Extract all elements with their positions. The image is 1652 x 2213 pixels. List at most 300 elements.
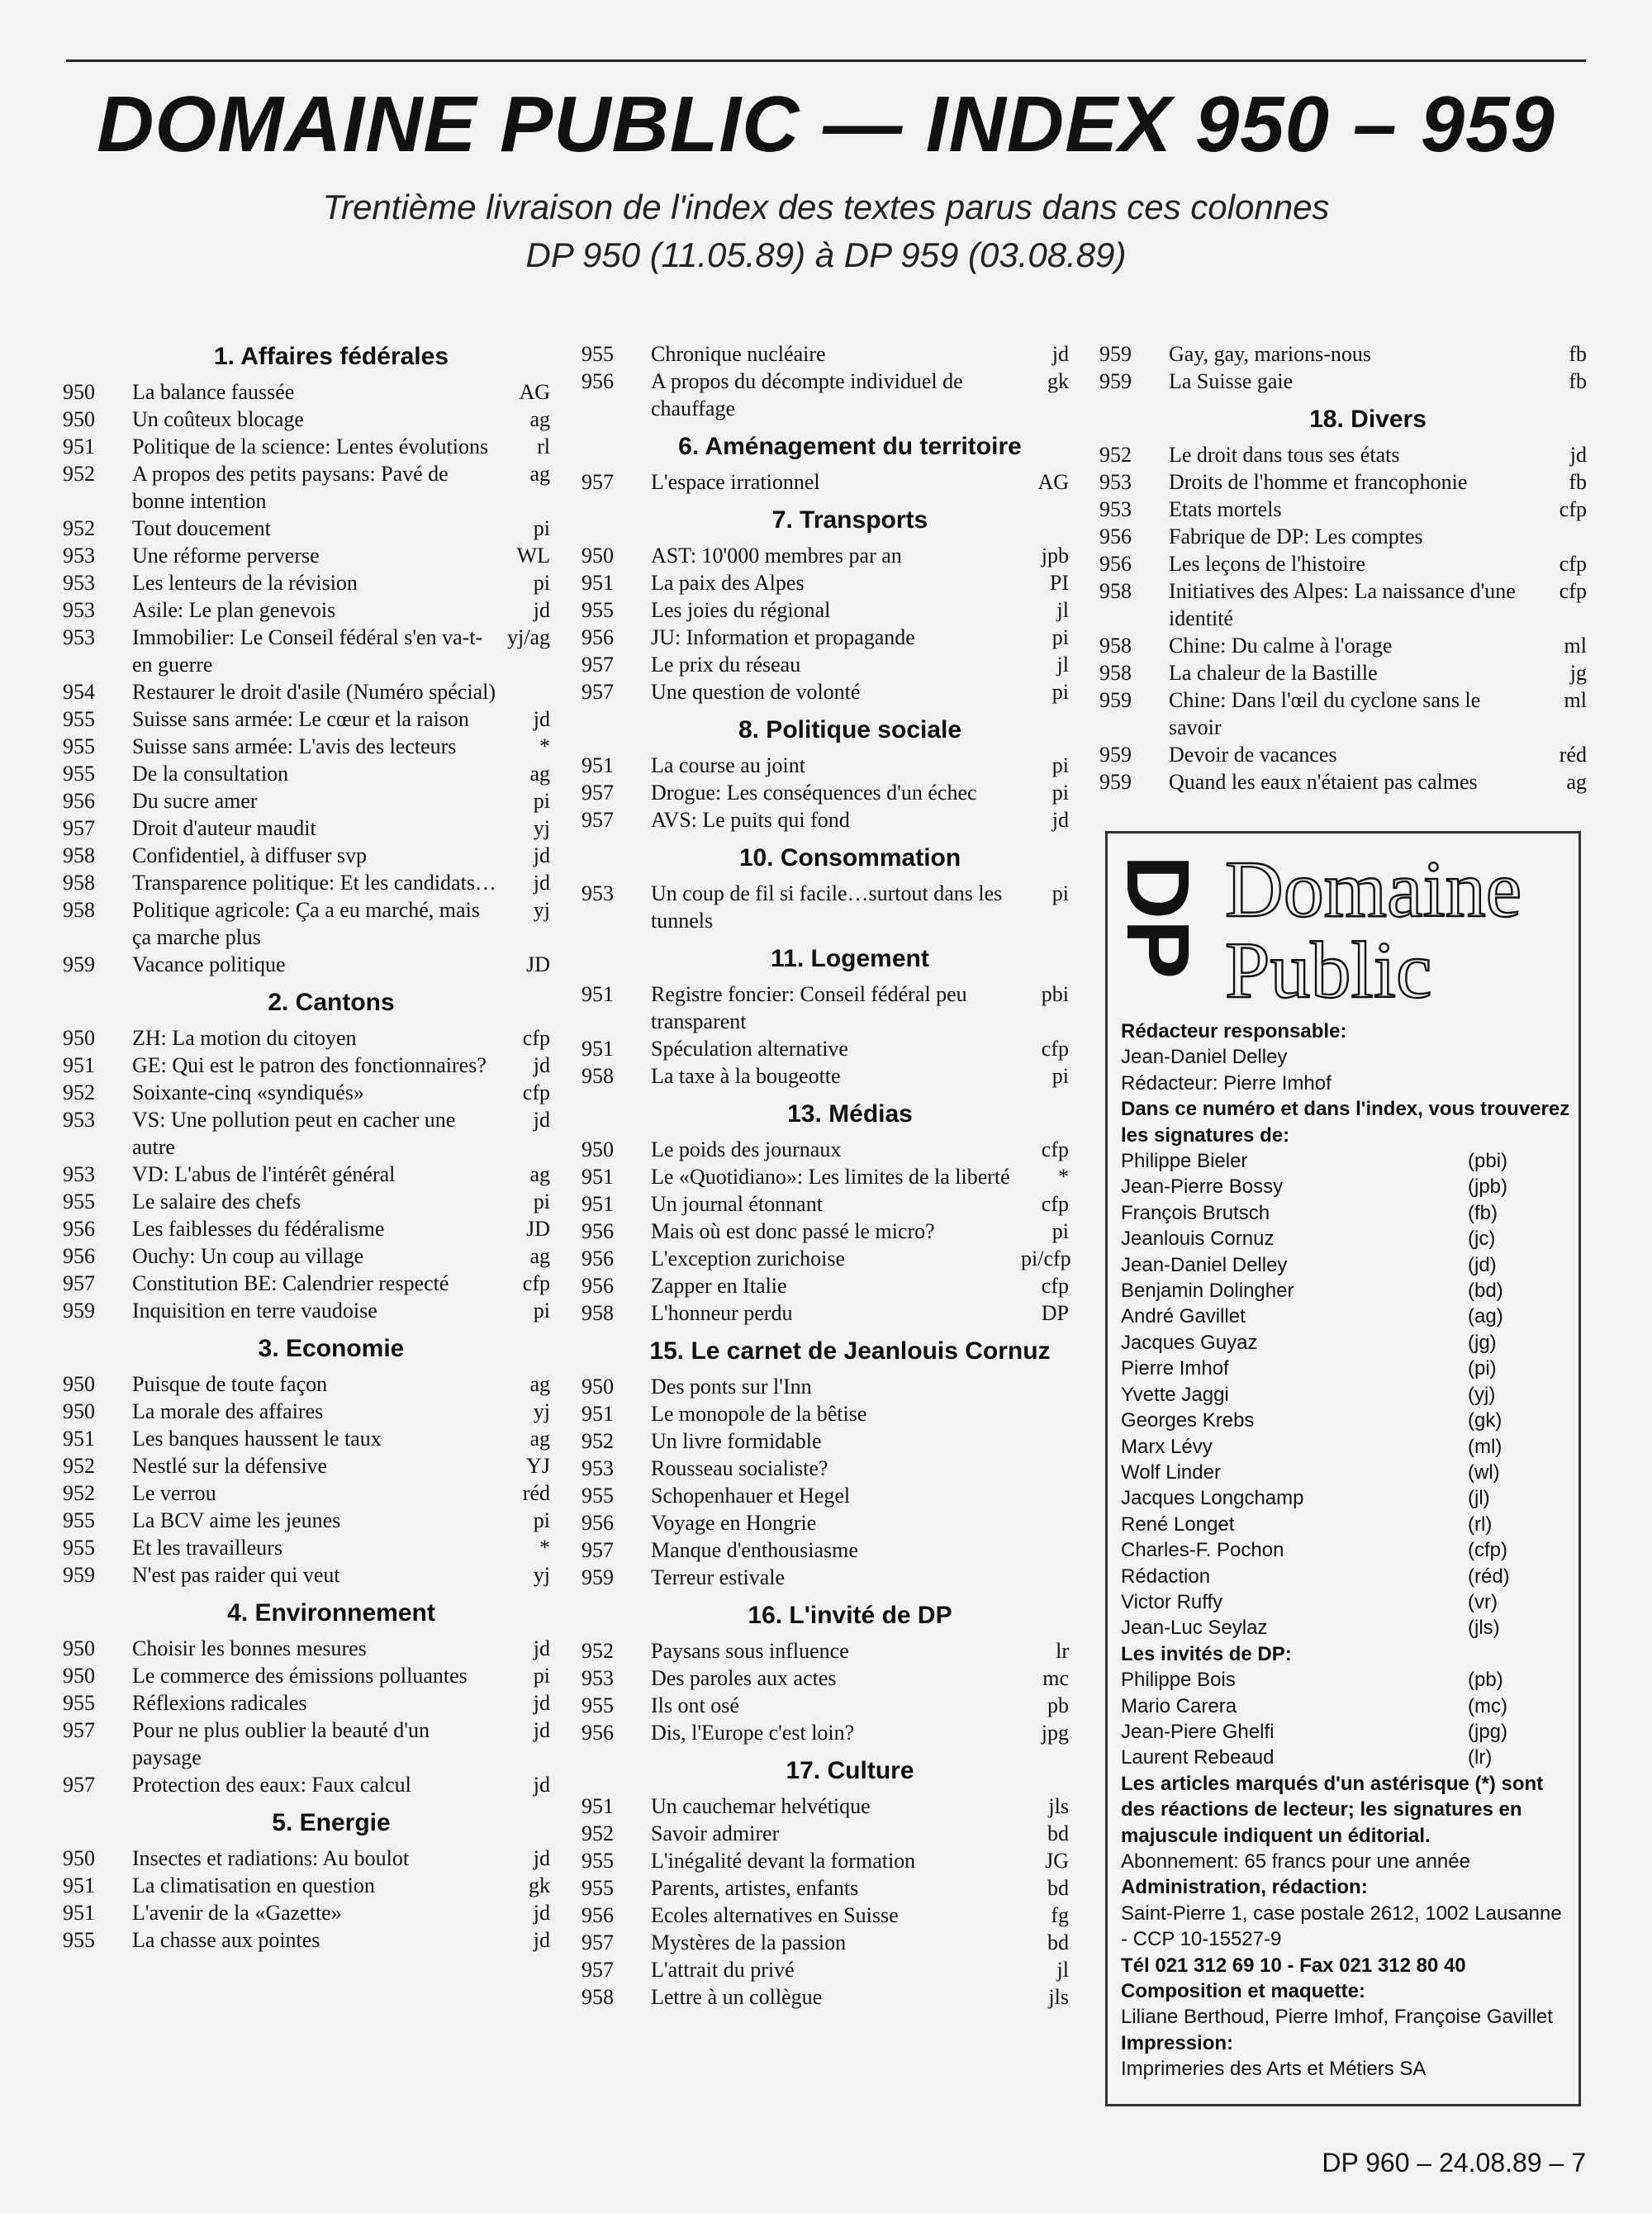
article-title: VD: L'abus de l'intérêt général	[132, 1162, 396, 1186]
issue-number: 955	[582, 342, 614, 366]
contributor-name: Yvette Jaggi	[1121, 1383, 1229, 1406]
article-title: Vacance politique	[132, 952, 286, 976]
signature-row	[1121, 1226, 1574, 1251]
article-title: A propos des petits paysans: Pavé de bonne intention	[132, 462, 449, 513]
issue-number: 956	[63, 789, 95, 813]
article-title: Savoir admirer	[651, 1821, 780, 1845]
issue-number: 959	[63, 952, 95, 976]
contributor-name: Jean-Daniel Delley	[1121, 1253, 1288, 1276]
author-signature: cfp	[1041, 1137, 1069, 1161]
issue-number: 955	[63, 707, 95, 731]
article-title: Insectes et radiations: Au boulot	[132, 1846, 410, 1870]
author-signature: jls	[1048, 1985, 1069, 2009]
contributor-code: (bd)	[1468, 1280, 1503, 1303]
article-title: JU: Information et propagande	[651, 625, 915, 649]
contributor-name: Victor Ruffy	[1121, 1590, 1223, 1613]
author-signature: cfp	[1559, 497, 1587, 521]
author-signature: bd	[1047, 1930, 1069, 1954]
article-title: Une réforme perverse	[132, 544, 320, 567]
contributor-name: Philippe Bieler	[1121, 1150, 1248, 1173]
index-entry	[1099, 468, 1587, 496]
issue-number: 957	[63, 1271, 95, 1295]
author-signature: réd	[1559, 743, 1587, 767]
index-entry	[1099, 496, 1587, 523]
issue-number: 951	[582, 1192, 614, 1216]
article-title: Soixante-cinq «syndiqués»	[132, 1080, 364, 1104]
masthead-line: Composition et maquette:	[1121, 1980, 1366, 2003]
logo-dp-letters: DP	[1108, 855, 1208, 980]
issue-number: 953	[63, 625, 95, 649]
author-signature	[1021, 1455, 1069, 1482]
author-signature: yj	[533, 1563, 550, 1587]
article-title: Une question de volonté	[651, 680, 861, 704]
contributor-code: (wl)	[1468, 1460, 1500, 1484]
signature-row	[1121, 1745, 1574, 1770]
issue-number: 956	[63, 1244, 95, 1268]
index-entry	[63, 1717, 550, 1771]
author-signature: ml	[1564, 634, 1587, 658]
masthead-text	[1121, 1019, 1574, 2082]
issue-number: 952	[63, 516, 95, 540]
issue-number: 957	[63, 1773, 95, 1797]
author-signature: *	[539, 734, 550, 758]
article-title: Choisir les bonnes mesures	[132, 1636, 367, 1660]
index-entry	[63, 569, 550, 596]
issue-number: 951	[63, 1873, 95, 1897]
author-signature: rl	[537, 435, 550, 458]
article-title: Voyage en Hongrie	[651, 1511, 817, 1535]
domaine-public-logo	[1108, 845, 1572, 1015]
index-entry	[63, 1398, 550, 1425]
author-signature: jd	[533, 1691, 550, 1715]
contributor-code: (réd)	[1468, 1565, 1510, 1588]
author-signature: ag	[529, 1162, 550, 1186]
issue-number: 958	[63, 871, 95, 895]
author-signature: jd	[533, 707, 550, 731]
masthead-line: Saint-Pierre 1, case postale 2612, 1002 Lausanne - CCP 10-15527-9	[1121, 1902, 1562, 1951]
article-title: La BCV aime les jeunes	[132, 1508, 341, 1532]
contributor-code: (fb)	[1468, 1201, 1498, 1224]
author-signature: jd	[533, 1846, 550, 1870]
index-entry	[582, 1874, 1069, 1902]
index-entry	[582, 1190, 1069, 1218]
issue-number: 959	[582, 1565, 614, 1589]
issue-number: 956	[582, 1274, 614, 1298]
contributor-name: Marx Lévy	[1121, 1435, 1213, 1458]
article-title: Pour ne plus oublier la beauté d'un paysage	[132, 1718, 430, 1769]
index-entry	[582, 542, 1069, 569]
contributor-name: Pierre Imhof	[1121, 1357, 1229, 1380]
issue-number: 956	[582, 625, 614, 649]
index-entry	[582, 1400, 1069, 1427]
index-entry	[63, 814, 550, 842]
issue-number: 958	[63, 843, 95, 867]
contributor-name: Jeanlouis Cornuz	[1121, 1228, 1275, 1251]
index-entry	[582, 1035, 1069, 1062]
author-signature: YJ	[526, 1454, 550, 1478]
index-entry	[1099, 632, 1587, 659]
index-entry	[582, 678, 1069, 705]
section-heading: 5. Energie	[272, 1809, 391, 1836]
index-entry	[1099, 741, 1587, 768]
issue-number: 951	[582, 1165, 614, 1189]
issue-number: 956	[582, 1903, 614, 1927]
section-heading: 1. Affaires fédérales	[213, 343, 449, 370]
logo-word-domaine: Domaine	[1225, 845, 1522, 934]
index-entry	[582, 779, 1069, 806]
section-heading: 15. Le carnet de Jeanlouis Cornuz	[649, 1337, 1051, 1365]
author-signature: cfp	[1041, 1192, 1069, 1216]
author-signature: jd	[533, 1108, 550, 1132]
article-title: Suisse sans armée: Le cœur et la raison	[132, 707, 469, 731]
issue-number: 958	[1099, 661, 1132, 685]
author-signature: pbi	[1041, 982, 1069, 1006]
signature-row	[1121, 1512, 1574, 1537]
index-entry	[63, 1370, 550, 1398]
index-entry	[1099, 340, 1587, 368]
issue-number: 957	[63, 1718, 95, 1742]
contributor-name: Charles-F. Pochon	[1121, 1539, 1284, 1562]
issue-number: 950	[63, 1372, 95, 1396]
issue-number: 956	[1099, 525, 1132, 549]
contributor-name: Jean-Piere Ghelfi	[1121, 1720, 1275, 1743]
index-entry	[63, 760, 550, 787]
index-entry	[63, 1662, 550, 1689]
section-heading: 18. Divers	[1309, 406, 1427, 433]
article-title: Dis, l'Europe c'est loin?	[651, 1721, 855, 1745]
author-signature: gk	[529, 1873, 550, 1897]
section-heading: 4. Environnement	[227, 1599, 435, 1627]
issue-number: 952	[63, 1481, 95, 1505]
signature-row	[1121, 1278, 1574, 1304]
article-title: L'honneur perdu	[651, 1301, 793, 1325]
author-signature: pi	[533, 789, 550, 813]
top-rule	[66, 59, 1586, 62]
issue-number: 958	[1099, 579, 1132, 603]
issue-number: 951	[582, 982, 614, 1006]
signature-row	[1121, 1304, 1574, 1329]
issue-number: 950	[63, 380, 95, 404]
author-signature: bd	[1047, 1821, 1069, 1845]
index-entry	[582, 651, 1069, 678]
article-title: Fabrique de DP: Les comptes	[1169, 525, 1423, 549]
article-title: Inquisition en terre vaudoise	[132, 1299, 377, 1323]
index-entry	[63, 1926, 550, 1954]
author-signature: pi	[1051, 625, 1069, 649]
author-signature: mc	[1042, 1666, 1069, 1690]
author-signature: ag	[529, 462, 550, 486]
article-title: Un cauchemar helvétique	[651, 1794, 871, 1818]
index-entry	[63, 542, 550, 569]
index-entry	[63, 1242, 550, 1270]
index-column-2	[582, 340, 1069, 2011]
index-entry	[1099, 441, 1587, 468]
index-entry	[582, 1427, 1069, 1455]
article-title: Protection des eaux: Faux calcul	[132, 1773, 411, 1797]
article-title: GE: Qui est le patron des fonctionnaires?	[132, 1053, 487, 1077]
article-title: Asile: Le plan genevois	[132, 598, 336, 622]
index-entry	[582, 1793, 1069, 1820]
author-signature: jd	[533, 1053, 550, 1077]
issue-number: 957	[582, 653, 614, 677]
index-entry	[582, 1956, 1069, 1983]
index-entry	[63, 896, 550, 951]
index-entry	[582, 880, 1069, 934]
article-title: Politique de la science: Lentes évolutions	[132, 435, 489, 458]
index-entry	[63, 433, 550, 460]
author-signature: WL	[516, 544, 550, 567]
index-entry	[582, 368, 1069, 422]
author-signature: jg	[1569, 661, 1587, 685]
author-signature: pi	[533, 1190, 550, 1213]
article-title: Du sucre amer	[132, 789, 258, 813]
index-column-3	[1099, 340, 1587, 795]
article-title: Transparence politique: Et les candidats…	[132, 871, 496, 895]
issue-number: 959	[63, 1299, 95, 1323]
subtitle-line-1: Trentième livraison de l'index des textes parus dans ces colonnes	[322, 188, 1330, 226]
index-entry	[63, 1872, 550, 1899]
index-entry	[582, 596, 1069, 624]
author-signature: pi	[1051, 680, 1069, 704]
index-entry	[63, 678, 550, 705]
issue-number: 952	[582, 1639, 614, 1663]
article-title: Les lenteurs de la révision	[132, 571, 358, 595]
contributor-name: René Longet	[1121, 1513, 1235, 1536]
article-title: AST: 10'000 membres par an	[651, 544, 902, 567]
index-entry	[582, 569, 1069, 596]
issue-number: 950	[582, 544, 614, 567]
author-signature: cfp	[1041, 1274, 1069, 1298]
article-title: Un livre formidable	[651, 1429, 822, 1453]
signature-row	[1121, 1485, 1574, 1511]
issue-number: 950	[582, 1375, 614, 1399]
section-heading: 17. Culture	[786, 1757, 914, 1784]
author-signature: pi	[533, 1299, 550, 1323]
author-signature: bd	[1047, 1876, 1069, 1900]
index-entry	[582, 806, 1069, 833]
issue-number: 957	[582, 1958, 614, 1982]
signature-row	[1121, 1148, 1574, 1174]
article-title: Gay, gay, marions-nous	[1169, 342, 1372, 366]
author-signature: cfp	[1041, 1037, 1069, 1061]
contributor-name: Jean-Pierre Bossy	[1121, 1175, 1284, 1199]
index-entry	[582, 1820, 1069, 1847]
issue-number: 953	[582, 1456, 614, 1480]
author-signature: DP	[1041, 1301, 1069, 1325]
issue-number: 959	[1099, 688, 1132, 712]
index-entry	[63, 1534, 550, 1561]
article-title: Réflexions radicales	[132, 1691, 307, 1715]
index-entry	[63, 787, 550, 814]
index-entry	[582, 1455, 1069, 1482]
issue-number: 952	[63, 1080, 95, 1104]
article-title: Paysans sous influence	[651, 1639, 849, 1663]
author-signature: jd	[533, 1928, 550, 1952]
issue-number: 957	[582, 680, 614, 704]
issue-number: 951	[582, 1794, 614, 1818]
issue-number: 952	[582, 1821, 614, 1845]
signature-row	[1121, 1719, 1574, 1745]
issue-number: 951	[63, 1053, 95, 1077]
article-title: Spéculation alternative	[651, 1037, 848, 1061]
article-title: Un journal étonnant	[651, 1192, 823, 1216]
issue-number: 956	[63, 1217, 95, 1241]
author-signature	[1021, 1373, 1069, 1400]
author-signature: jd	[533, 1636, 550, 1660]
contributor-code: (lr)	[1468, 1746, 1493, 1769]
index-entry	[1099, 686, 1587, 741]
section-heading: 2. Cantons	[268, 989, 395, 1016]
issue-number: 956	[582, 1721, 614, 1745]
author-signature: jl	[1056, 653, 1069, 677]
article-title: Zapper en Italie	[651, 1274, 787, 1298]
article-title: Quand les eaux n'étaient pas calmes	[1169, 770, 1478, 794]
issue-number: 956	[582, 1511, 614, 1535]
author-signature	[1021, 1536, 1069, 1564]
author-signature: pi	[533, 1664, 550, 1688]
issue-number: 953	[63, 1108, 95, 1132]
article-title: L'exception zurichoise	[651, 1247, 845, 1270]
masthead-line: Abonnement: 65 francs pour une année	[1121, 1850, 1470, 1873]
issue-number: 958	[63, 898, 95, 922]
index-entry	[582, 1373, 1069, 1400]
article-title: La chaleur de la Bastille	[1169, 661, 1378, 685]
author-signature: ag	[529, 762, 550, 786]
article-title: Et les travailleurs	[132, 1536, 282, 1560]
issue-number: 954	[63, 680, 95, 704]
author-signature: jpg	[1041, 1721, 1069, 1745]
article-title: Des ponts sur l'Inn	[651, 1375, 812, 1399]
contributor-code: (jl)	[1468, 1487, 1490, 1510]
subtitle-line-2: DP 950 (11.05.89) à DP 959 (03.08.89)	[525, 235, 1127, 274]
section-heading: 11. Logement	[771, 945, 929, 972]
index-entry	[1099, 368, 1587, 395]
contributor-code: (gk)	[1468, 1409, 1502, 1432]
signature-row	[1121, 1667, 1574, 1693]
author-signature: jd	[533, 1773, 550, 1797]
article-title: Rousseau socialiste?	[651, 1456, 828, 1480]
article-title: Droits de l'homme et francophonie	[1169, 470, 1468, 494]
article-title: Ecoles alternatives en Suisse	[651, 1903, 899, 1927]
contributor-name: Georges Krebs	[1121, 1409, 1255, 1432]
author-signature	[1021, 1400, 1069, 1427]
issue-number: 955	[63, 734, 95, 758]
issue-number: 953	[63, 1162, 95, 1186]
issue-number: 957	[582, 781, 614, 805]
article-title: Nestlé sur la défensive	[132, 1454, 328, 1478]
article-title: Immobilier: Le Conseil fédéral s'en va-t-en guerre	[132, 625, 483, 677]
article-title: AVS: Le puits qui fond	[651, 808, 850, 832]
author-signature: JD	[526, 952, 550, 976]
index-column-1	[63, 340, 550, 1954]
article-title: L'inégalité devant la formation	[651, 1849, 916, 1873]
article-title: VS: Une pollution peut en cacher une autre	[132, 1108, 456, 1159]
index-entry	[63, 869, 550, 896]
issue-number: 955	[582, 598, 614, 622]
author-signature: ag	[529, 407, 550, 431]
issue-number: 959	[1099, 743, 1132, 767]
author-signature	[1539, 523, 1587, 550]
issue-number: 956	[582, 369, 614, 393]
author-signature: jl	[1056, 1958, 1069, 1982]
author-signature	[1021, 1564, 1069, 1591]
signature-row	[1121, 1434, 1574, 1460]
index-entry	[582, 1136, 1069, 1163]
section-heading: 7. Transports	[771, 506, 928, 534]
signature-row	[1121, 1382, 1574, 1408]
article-title: La balance faussée	[132, 380, 295, 404]
author-signature: jl	[1056, 598, 1069, 622]
author-signature: ag	[529, 1427, 550, 1451]
article-title: L'avenir de la «Gazette»	[132, 1901, 342, 1925]
signature-row	[1121, 1615, 1574, 1641]
article-title: Chine: Dans l'œil du cyclone sans le savoir	[1169, 688, 1481, 739]
index-entry	[63, 596, 550, 624]
issue-number: 950	[63, 1664, 95, 1688]
article-title: La chasse aux pointes	[132, 1928, 320, 1952]
issue-number: 951	[582, 753, 614, 777]
article-title: Confidentiel, à diffuser svp	[132, 843, 368, 867]
author-signature: ag	[529, 1244, 550, 1268]
issue-number: 950	[63, 1636, 95, 1660]
section-heading: 6. Aménagement du territoire	[678, 433, 1022, 460]
issue-number: 955	[63, 1190, 95, 1213]
contributor-code: (pbi)	[1468, 1150, 1508, 1173]
author-signature: jd	[1051, 342, 1069, 366]
index-entry	[63, 1024, 550, 1052]
article-title: La course au joint	[651, 753, 805, 777]
issue-number: 955	[582, 1693, 614, 1717]
author-signature: jpb	[1041, 544, 1069, 567]
author-signature: ag	[529, 1372, 550, 1396]
author-signature: jd	[533, 843, 550, 867]
index-entry	[582, 752, 1069, 779]
section-heading: 3. Economie	[258, 1335, 405, 1362]
issue-number: 955	[63, 1691, 95, 1715]
author-signature: cfp	[1559, 579, 1587, 603]
issue-number: 959	[1099, 369, 1132, 393]
masthead-line: Administration, rédaction:	[1121, 1876, 1368, 1899]
index-entry	[1099, 577, 1587, 632]
index-entry	[582, 1218, 1069, 1245]
section-heading: 10. Consommation	[738, 844, 961, 871]
contributor-code: (jpb)	[1468, 1175, 1508, 1199]
author-signature: pi	[1051, 1219, 1069, 1243]
index-entry	[63, 1425, 550, 1452]
masthead-line: Liliane Berthoud, Pierre Imhof, Françoise Gavillet	[1121, 2006, 1553, 2029]
signature-row	[1121, 1537, 1574, 1563]
author-signature: AG	[1037, 470, 1069, 494]
index-entry	[63, 1079, 550, 1106]
contributor-name: Benjamin Dolingher	[1121, 1280, 1294, 1303]
contributor-code: (yj)	[1468, 1383, 1496, 1406]
index-entry	[63, 733, 550, 760]
article-title: A propos du décompte individuel de chauffage	[651, 369, 963, 420]
article-title: Registre foncier: Conseil fédéral peu transparent	[651, 982, 967, 1033]
article-title: Des paroles aux actes	[651, 1666, 837, 1690]
issue-number: 953	[582, 1666, 614, 1690]
article-title: Puisque de toute façon	[132, 1372, 328, 1396]
author-signature: AG	[519, 380, 550, 404]
article-title: ZH: La motion du citoyen	[132, 1026, 357, 1050]
author-signature: yj	[533, 898, 550, 922]
index-entry	[63, 1771, 550, 1798]
issue-number: 957	[582, 1538, 614, 1562]
author-signature: cfp	[522, 1271, 550, 1295]
article-title: L'espace irrationnel	[651, 470, 820, 494]
index-entry	[582, 1272, 1069, 1299]
author-signature: pi	[1051, 753, 1069, 777]
